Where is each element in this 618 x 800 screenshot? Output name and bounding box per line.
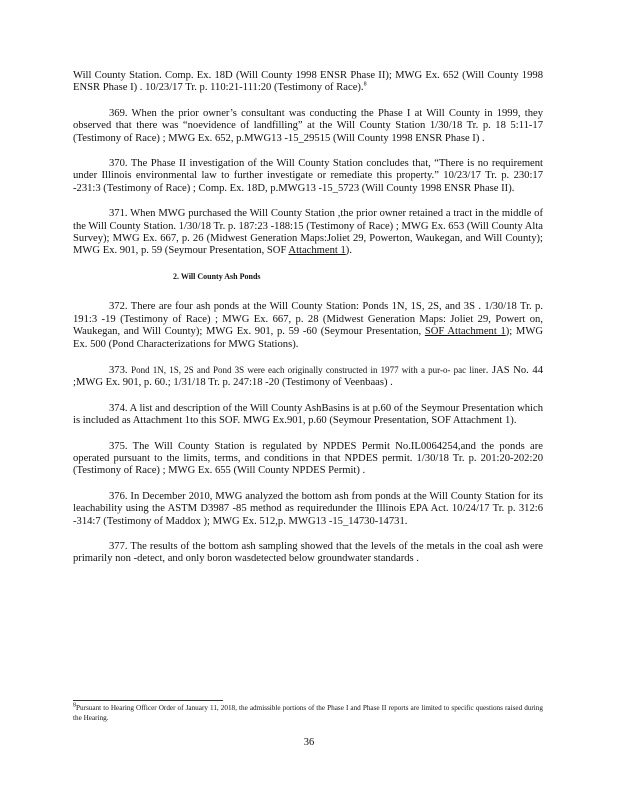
- attachment-reference: Attachment 1: [288, 245, 346, 257]
- paragraph-tail: ); MWG Ex. 500 (Pond Characterizations for MWG Stations).: [73, 326, 543, 350]
- body-text: [73, 70, 543, 579]
- paragraph-374: 374. A list and description of the Will County AshBasins is at p.60 of the Seymour Presentation which is included as Attachment 1to this SOF. MWG Ex.901, p.60 (Seymour Presentation, SOF Attachment 1).: [73, 402, 543, 427]
- section-heading: 2. Will County Ash Ponds: [173, 271, 261, 281]
- footnote-reference: 8: [363, 81, 367, 88]
- paragraph-377: 377. The results of the bottom ash sampling showed that the levels of the metals in the coal ash were primarily non -detect, and only boron wasdetected below groundwater standards .: [73, 540, 543, 565]
- page-number: 36: [303, 737, 315, 748]
- paragraph-369: 369. When the prior owner’s consultant was conducting the Phase I at Will County in 1999, they observed that there was “noevidence of landfilling” at the Will County Station 1/30/18 Tr. p. 18 5:11-17 (Testimony of Race) ; MWG Ex. 652, p.MWG13 -15_29515 (Will County 1998 ENSR Phase I) .: [73, 107, 543, 144]
- paragraph-375: 375. The Will County Station is regulated by NPDES Permit No.IL0064254,and the ponds are operated pursuant to the limits, terms, and conditions in that NPDES permit. 1/30/18 Tr. p. 201:20-202:20 (Testimony of Race) ; MWG Ex. 655 (Will County NPDES Permit) .: [73, 440, 543, 477]
- footnote: [73, 703, 543, 723]
- paragraph-text: 371. When MWG purchased the Will County Station ,the prior owner retained a tract in the middle of the Will County Station. 1/30/18 Tr. p. 187:23 -188:15 (Testimony of Race) ; MWG Ex. 653 (Will County Alta Survey); MWG Ex. 667, p. 26 (Midwest Generation Maps:Joliet 29, Powerton, Waukegan, and Will County); MWG Ex. 901, p. 59 (Seymour Presentation, SOF: [73, 208, 543, 257]
- paragraph-continuation: [73, 70, 543, 95]
- paragraph-370: 370. The Phase II investigation of the Will County Station concludes that, “There is no requirement under Illinois environmental law to further investigate or remediate this property.” 10/23/17 Tr. p. 230:17 -231:3 (Testimony of Race) ; Comp. Ex. 18D, p.MWG13 -15_5723 (Will County 1998 ENSR Phase II).: [73, 158, 543, 194]
- paragraph-number: 373.: [109, 364, 128, 376]
- paragraph-376: 376. In December 2010, MWG analyzed the bottom ash from ponds at the Will County Station for its leachability using the ASTM D3987 -85 method as requiredunder the Illinois EPA Act. 10/24/17 Tr. p. 312:6 -314:7 (Testimony of Maddox ); MWG Ex. 512,p. MWG13 -15_14730-14731.: [73, 490, 543, 527]
- paragraph-tail: ).: [345, 245, 352, 257]
- attachment-reference: SOF Attachment 1: [424, 326, 506, 338]
- paragraph-371: [73, 208, 543, 258]
- paragraph-compressed-text: Pond 1N, 1S, 2S and Pond 3S were each originally constructed in 1977 with a pur-o- pac liner: [131, 364, 486, 375]
- paragraph-373: [73, 364, 543, 390]
- paragraph-text: Will County Station. Comp. Ex. 18D (Will County 1998 ENSR Phase II); MWG Ex. 652 (Will County 1998 ENSR Phase I) . 10/23/17 Tr. p. 110:21-111:20 (Testimony of Race).: [73, 70, 543, 94]
- footnote-divider: [73, 700, 223, 701]
- paragraph-text: 372. There are four ash ponds at the Will County Station: Ponds 1N, 1S, 2S, and 3S . 1/30/18 Tr. p. 191:3 -19 (Testimony of Race) ; MWG Ex. 667, p. 28 (Midwest Generation Maps: Joliet 29, Powert on, Waukegan, and Will County); MWG Ex. 901, p. 59 -60 (Seymour Presentation,: [73, 301, 543, 338]
- footnote-text: Pursuant to Hearing Officer Order of January 11, 2018, the admissible portions of the Phase I and Phase II reports are limited to specific questions raised during the Hearing.: [73, 704, 543, 722]
- paragraph-372: [73, 301, 543, 351]
- paragraph-text: . JAS No. 44 ;MWG Ex. 901, p. 60.; 1/31/18 Tr. p. 247:18 -20 (Testimony of Veenbaas) .: [73, 364, 543, 389]
- footnote-mark: 8: [73, 702, 76, 709]
